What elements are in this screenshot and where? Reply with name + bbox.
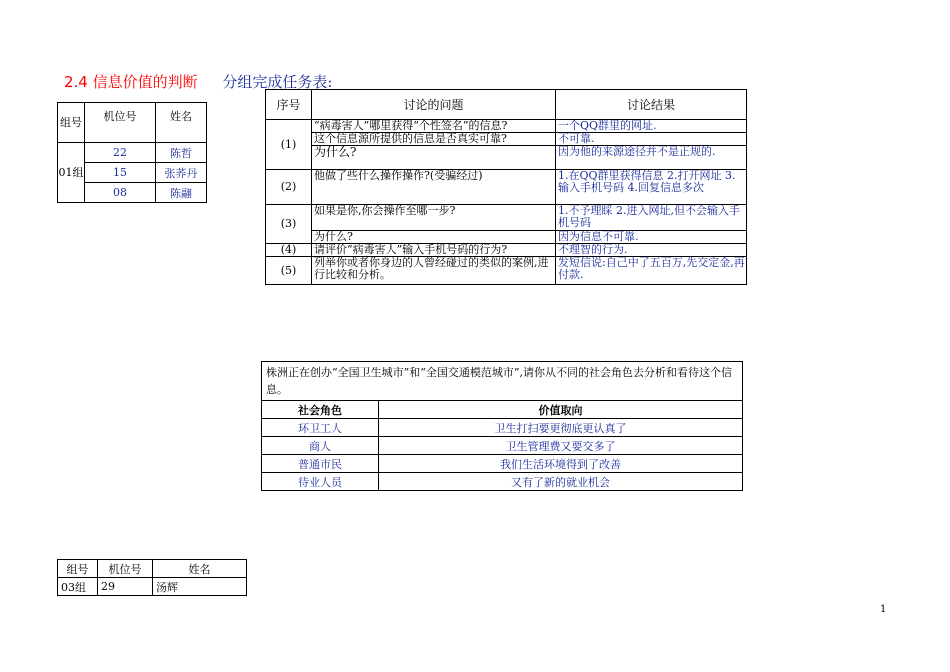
result-cell: 一个QQ群里的网址. <box>556 120 747 133</box>
group-table-1 <box>57 102 207 203</box>
header-name: 姓名 <box>156 103 207 143</box>
value-cell: 又有了新的就业机会 <box>379 473 743 491</box>
header-group: 组号 <box>58 560 98 578</box>
header-group: 组号 <box>58 103 85 143</box>
header-role: 社会角色 <box>262 401 379 419</box>
result-cell: 1.在QQ群里获得信息 2.打开网址 3.输入手机号码 4.回复信息多次 <box>556 170 747 205</box>
row-number: (5) <box>266 257 312 285</box>
social-role-table <box>261 361 743 491</box>
name-cell: 张荞丹 <box>156 163 207 183</box>
question-cell: 为什么? <box>312 146 556 170</box>
seat-cell: 15 <box>85 163 156 183</box>
role-cell: 环卫工人 <box>262 419 379 437</box>
name-cell: 陈哲 <box>156 143 207 163</box>
result-cell: 因为信息不可靠. <box>556 231 747 244</box>
question-cell: 如果是你,你会操作至哪一步? <box>312 205 556 231</box>
value-cell: 卫生打扫要更彻底更认真了 <box>379 419 743 437</box>
header-question: 讨论的问题 <box>312 90 556 120</box>
header-num: 序号 <box>266 90 312 120</box>
role-cell: 普通市民 <box>262 455 379 473</box>
header-name: 姓名 <box>153 560 247 578</box>
result-cell: 1.不予理睬 2.进入网址,但不会输入手机号码 <box>556 205 747 231</box>
seat-cell: 08 <box>85 183 156 203</box>
role-cell: 商人 <box>262 437 379 455</box>
task-instruction: 分组完成任务表: <box>222 73 333 91</box>
question-cell: 为什么? <box>312 231 556 244</box>
group-table-2 <box>57 559 247 596</box>
name-cell: 陈翮 <box>156 183 207 203</box>
result-cell: 不可靠. <box>556 133 747 146</box>
header-result: 讨论结果 <box>556 90 747 120</box>
seat-cell: 29 <box>98 578 153 596</box>
section-title: 2.4 信息价值的判断 <box>64 73 198 91</box>
result-cell: 发短信说:自己中了五百万,先交定金,再付款. <box>556 257 747 285</box>
value-cell: 卫生管理费又要交多了 <box>379 437 743 455</box>
page-number: 1 <box>880 604 887 615</box>
question-cell: 这个信息源所提供的信息是否真实可靠? <box>312 133 556 146</box>
seat-cell: 22 <box>85 143 156 163</box>
question-cell: 请评价“病毒害人”输入手机号码的行为? <box>312 244 556 257</box>
name-cell: 汤辉 <box>153 578 247 596</box>
row-number: (3) <box>266 205 312 244</box>
result-cell: 因为他的来源途径并不是正规的. <box>556 146 747 170</box>
group-id: 03组 <box>58 578 98 596</box>
header-seat: 机位号 <box>98 560 153 578</box>
result-cell: 不理智的行为. <box>556 244 747 257</box>
row-number: (1) <box>266 120 312 170</box>
group-id: 01组 <box>58 143 85 203</box>
value-cell: 我们生活环境得到了改善 <box>379 455 743 473</box>
row-number: (2) <box>266 170 312 205</box>
question-cell: 列举你或者你身边的人曾经碰过的类似的案例,进行比较和分析。 <box>312 257 556 285</box>
header-value: 价值取向 <box>379 401 743 419</box>
role-cell: 待业人员 <box>262 473 379 491</box>
task-table <box>265 89 747 285</box>
question-cell: “病毒害人”哪里获得“个性签名”的信息? <box>312 120 556 133</box>
row-number: (4) <box>266 244 312 257</box>
question-cell: 他做了些什么操作操作?(受骗经过) <box>312 170 556 205</box>
header-seat: 机位号 <box>85 103 156 143</box>
social-intro: 株洲正在创办“全国卫生城市”和“全国交通模范城市”,请你从不同的社会角色去分析和看待这个信息。 <box>262 362 743 401</box>
